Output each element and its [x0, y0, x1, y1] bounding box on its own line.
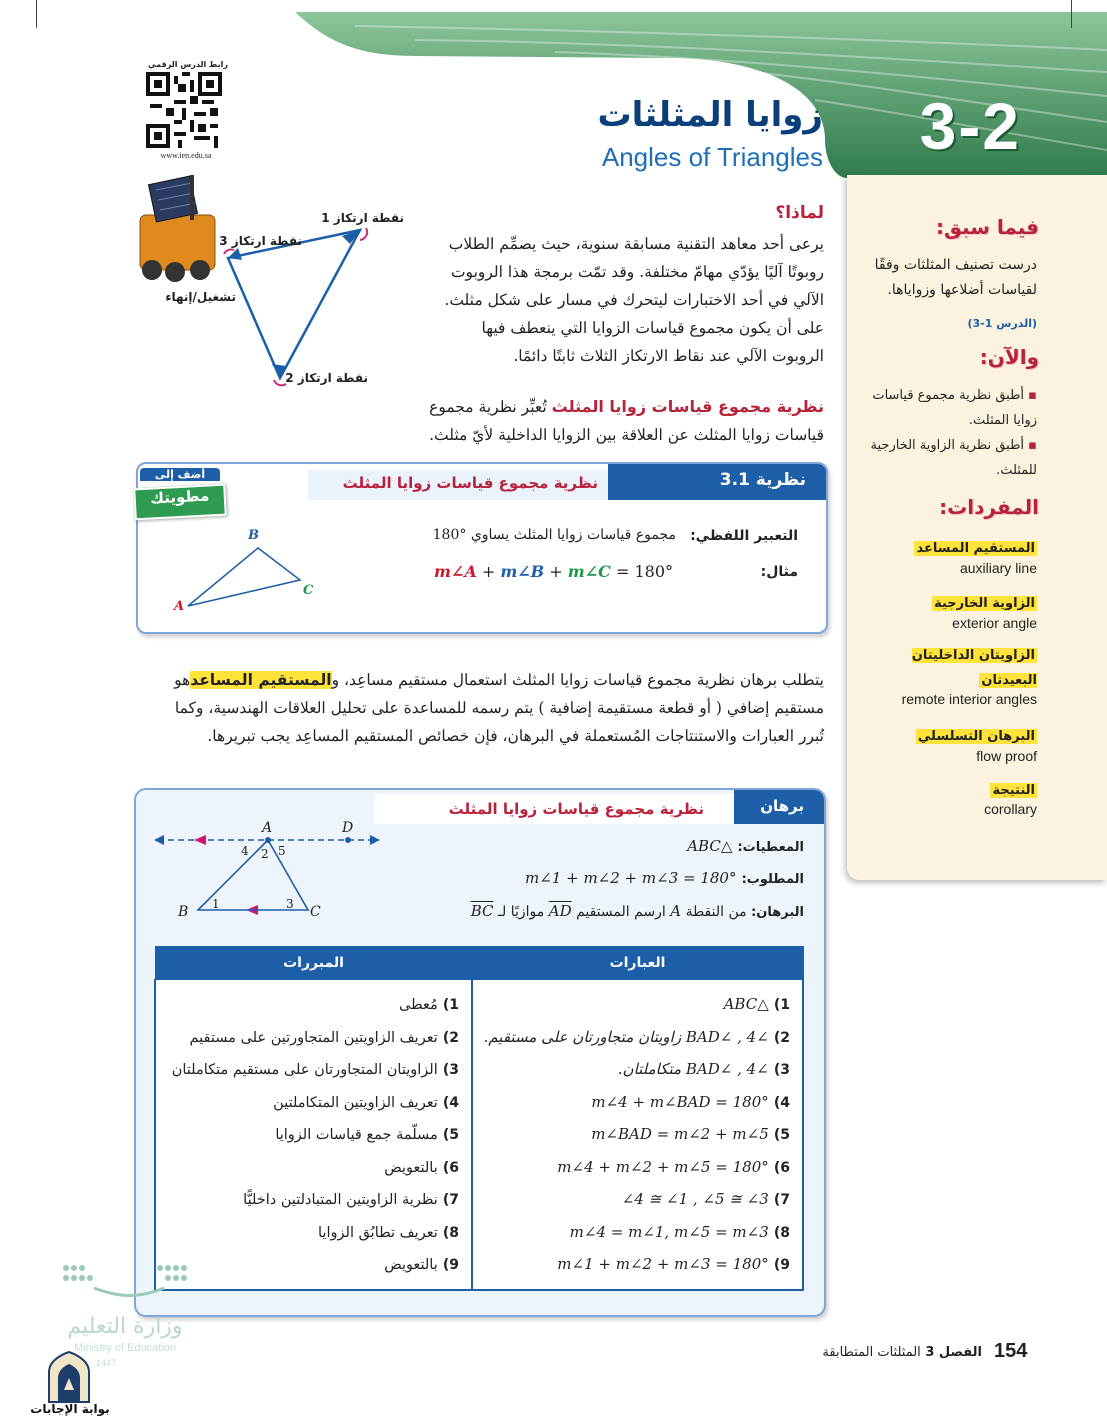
- auxiliary-line-term: المستقيم المساعد: [190, 671, 332, 689]
- angle-4-label: 4: [241, 844, 249, 858]
- verbal-text: مجموع قياسات زوايا المثلث يساوي °180: [432, 527, 676, 543]
- chapter-footer: [792, 1345, 982, 1360]
- robot-icon: [140, 175, 215, 282]
- angle-3-label: 3: [286, 897, 294, 911]
- angle-c-term: m∠C: [567, 562, 611, 581]
- point-d-label: D: [342, 820, 354, 836]
- why-heading: لماذا؟: [775, 203, 824, 223]
- prior-heading: فيما سبق:: [936, 215, 1039, 239]
- vocab-item: النتيجة corollary: [984, 783, 1037, 817]
- verbal-label: التعبير اللفظي:: [690, 528, 798, 544]
- angle-2-label: 2: [261, 847, 269, 861]
- angle-1-label: 1: [212, 897, 220, 911]
- why-text: يرعى أحد معاهد التقنية مسابقة سنوية، حيث يصمِّم الطلاب روبوتًا آليًا يؤدّي مهامّ مختلفة. وقد تمّت برمجة هذا الروبوت الآلي في أحد الاختبارات ليتحرك في مسار على شكل مثلث. على أن يكون مجموع قياسات الزوايا التي ينعطف فيها الروبوت الآلي عند نقاط الارتكاز الثلاث ثابتًا دائمًا.: [444, 235, 824, 365]
- qr-url[interactable]: www.ien.edu.sa: [160, 151, 212, 160]
- vocabulary-heading: المفردات:: [939, 495, 1039, 519]
- ministry-logo-icon: [60, 1258, 190, 1298]
- reason-row: 4) تعريف الزاويتين المتكاملتين: [273, 1094, 459, 1111]
- pivot-1-label: نقطة ارتكاز 1: [321, 211, 404, 225]
- two-column-proof-table: [154, 946, 804, 1291]
- vocab-item: البرهان التسلسلي flow proof: [917, 729, 1037, 764]
- prior-lesson-ref: (الدرس 1-3): [967, 317, 1037, 330]
- vocab-item: الزاوية الخارجية exterior angle: [934, 596, 1037, 631]
- prove-value: m∠1 + m∠2 + m∠3 = 180°: [525, 869, 737, 887]
- point-a-label: A: [262, 820, 273, 836]
- page-number: 154: [994, 1340, 1028, 1362]
- proof-box: [134, 788, 826, 1317]
- qr-caption: رابط الدرس الرقمي: [148, 60, 228, 69]
- ministry-name-en: Ministry of Education: [73, 1342, 177, 1354]
- theorem-intro: [420, 393, 824, 449]
- point-b-label: B: [178, 904, 189, 920]
- vertex-c-label: C: [303, 583, 314, 598]
- lesson-sidebar: [847, 175, 1107, 880]
- angle-5-label: 5: [278, 844, 286, 858]
- page-title-ar: زوايا المثلثات: [597, 95, 823, 135]
- theorem-name: نظرية مجموع قياسات زوايا المثلث: [342, 474, 598, 492]
- foldable-label: مطويتك: [133, 484, 227, 521]
- add-to-label: أضف إلى: [140, 468, 220, 481]
- qr-code-icon[interactable]: [146, 72, 222, 148]
- statement-row: 8) m∠4 = m∠1, m∠5 = m∠3: [569, 1222, 790, 1241]
- answers-portal-label[interactable]: بوابة الإجابات: [30, 1402, 110, 1416]
- auxiliary-line-paragraph: يتطلب برهان نظرية مجموع قياسات زوايا المثلث استعمال مستقيم مساعِد، والمستقيم المساعدهو مستقيم إضافي ( أو قطعة مستقيمة إضافية ) يتم رسمه للمساعدة على تحليل العلاقات الهندسية، وكما تُبرر العبارات والاستنتاجات المُستعملة في البرهان، فإن خصائص المستقيم المساعِد يجب تبريرها.: [174, 671, 824, 745]
- reasons-column: [155, 980, 472, 1290]
- theorem-box: [136, 462, 828, 634]
- page-edge-left: [36, 0, 37, 28]
- reason-row: 2) تعريف الزاويتين المتجاورتين على مستقيم: [189, 1029, 459, 1046]
- angle-a-term: m∠A: [434, 562, 477, 581]
- ministry-name-ar: وزارة التعليم: [67, 1314, 183, 1339]
- prior-text: درست تصنيف المثلثات وفقًا لقياسات أضلاعها وزواياها.: [874, 257, 1037, 298]
- reason-row: 7) نظرية الزاويتين المتبادلتين داخليًّا: [243, 1192, 459, 1208]
- reason-row: 6) بالتعويض: [384, 1159, 459, 1176]
- angle-b-term: m∠B: [500, 562, 545, 581]
- vertex-b-label: B: [248, 528, 259, 543]
- example-equation: m∠A + m∠B + m∠C = 180°: [434, 562, 673, 581]
- statement-row: 7) ∠4 ≅ ∠1 , ∠5 ≅ ∠3: [621, 1190, 790, 1208]
- statement-row: 4) m∠4 + m∠BAD = 180°: [591, 1092, 790, 1111]
- statement-row: 3) ∠4 , ∠BAD متكاملتان.: [617, 1060, 790, 1078]
- proof-instruction-line: البرهان: من النقطة A ارسم المستقيم AD موازيًا لـ BC: [470, 902, 804, 920]
- chapter-label: الفصل 3: [925, 1345, 982, 1360]
- reason-row: 9) بالتعويض: [384, 1257, 459, 1273]
- reason-row: 3) الزاويتان المتجاورتان على مستقيم متكاملتان: [171, 1062, 459, 1078]
- theorem-intro-heading: نظرية مجموع قياسات زوايا المثلث: [551, 397, 824, 416]
- reason-row: 1) مُعطى: [399, 997, 459, 1013]
- proof-title: نظرية مجموع قياسات زوايا المثلث: [448, 800, 704, 818]
- reasons-header: المبررات: [155, 947, 472, 980]
- vocab-item: الزاويتان الداخليتان البعيدتان remote interior angles: [901, 648, 1037, 707]
- lesson-number: 3-2: [919, 89, 1021, 163]
- pivot-2-label: نقطة ارتكاز 2: [285, 371, 368, 385]
- watermark-year: 1447: [96, 1358, 117, 1368]
- line-ad: AD: [548, 902, 572, 920]
- pivot-3-label: نقطة ارتكاز 3: [219, 234, 302, 248]
- theorem-intro-text: تُعبِّر نظرية مجموع قياسات زوايا المثلث عن العلاقة بين الزوايا الداخلية لأيّ مثلث.: [429, 398, 824, 444]
- vocab-item: المستقيم المساعد auxiliary line: [916, 541, 1037, 576]
- statement-row: 9) m∠1 + m∠2 + m∠3 = 180°: [557, 1255, 790, 1273]
- example-label: مثال:: [760, 564, 798, 580]
- point-c-label: C: [310, 904, 321, 920]
- statement-row: 1) △ABC: [723, 995, 790, 1013]
- prove-line: المطلوب: m∠1 + m∠2 + m∠3 = 180°: [525, 869, 804, 887]
- statements-header: العبارات: [472, 947, 803, 980]
- add-to-foldable-sticker[interactable]: [134, 464, 222, 522]
- statement-row: 6) m∠4 + m∠2 + m∠5 = 180°: [557, 1157, 790, 1176]
- segment-bc: BC: [470, 902, 494, 920]
- given-line: المعطيات: △ABC: [687, 837, 804, 855]
- chapter-title: المثلثات المتطابقة: [822, 1345, 921, 1360]
- statement-row: 5) m∠BAD = m∠2 + m∠5: [591, 1125, 790, 1143]
- answers-portal-logo-icon[interactable]: [44, 1350, 94, 1404]
- reason-row: 5) مسلّمة جمع قياسات الزوايا: [275, 1127, 459, 1143]
- now-item-2: ▪ أطبق نظرية الزاوية الخارجية للمثلث.: [870, 438, 1037, 478]
- vertex-a-label: A: [174, 599, 185, 614]
- theorem-number: نظرية 3.1: [719, 470, 806, 490]
- robot-path-figure: [130, 170, 430, 400]
- statements-column: [472, 980, 803, 1290]
- given-value: △ABC: [687, 837, 733, 855]
- page-edge-right: [1071, 0, 1072, 28]
- statement-row: 2) ∠4 , ∠BAD زاويتان متجاورتان على مستقيم.: [483, 1027, 790, 1046]
- page-title-en: Angles of Triangles: [601, 142, 823, 172]
- now-item-1: ▪ أطبق نظرية مجموع قياسات زوايا المثلث.: [872, 388, 1037, 428]
- start-end-label: تشغيل/إنهاء: [165, 290, 236, 304]
- reason-row: 8) تعريف تطابُق الزوايا: [318, 1224, 459, 1241]
- now-heading: والآن:: [979, 345, 1039, 369]
- proof-tab-label: برهان: [760, 797, 804, 815]
